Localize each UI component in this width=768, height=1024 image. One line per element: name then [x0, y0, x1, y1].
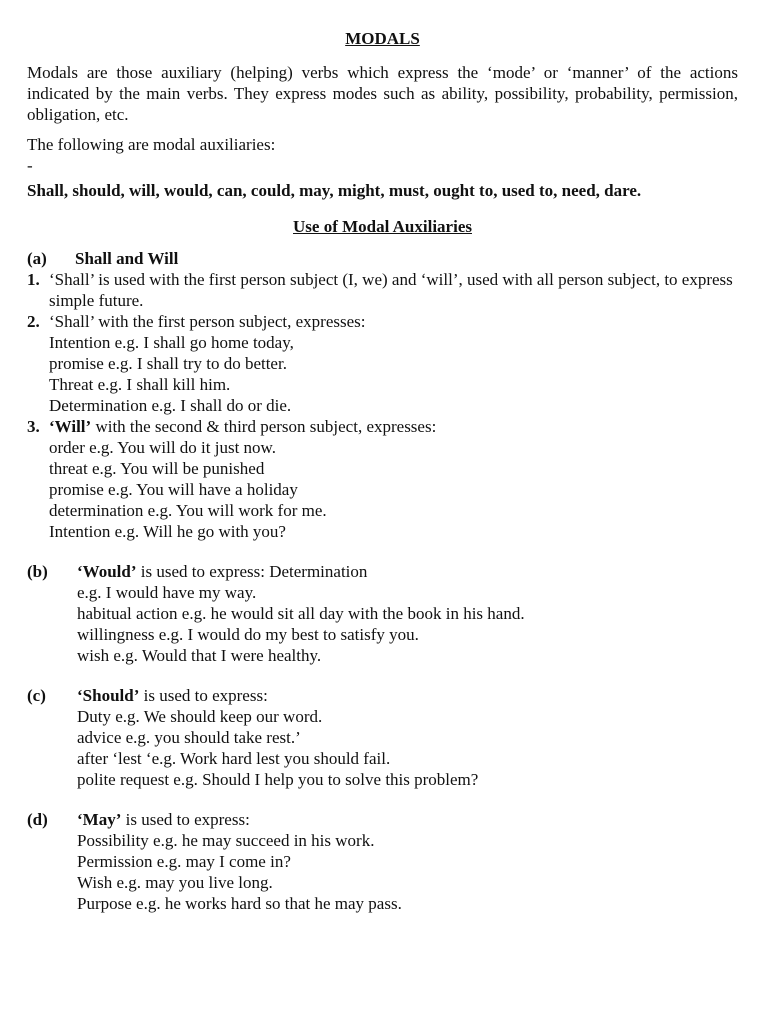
item-lead-line	[49, 416, 738, 437]
section-d-line: Permission e.g. may I come in?	[77, 852, 291, 871]
item-line: Intention e.g. Will he go with you?	[49, 522, 286, 541]
section-b-line: wish e.g. Would that I were healthy.	[77, 646, 322, 665]
section-d-line: Purpose e.g. he works hard so that he may pass.	[77, 894, 402, 913]
section-d	[27, 809, 738, 914]
item-line: promise e.g. I shall try to do better.	[49, 354, 287, 373]
section-c-lead	[77, 685, 738, 706]
section-b-lead-rest: is used to express: Determination	[136, 562, 368, 581]
section-d-line: Possibility e.g. he may succeed in his work.	[77, 831, 375, 850]
intro-paragraph: Modals are those auxiliary (helping) verbs which express the ‘mode’ or ‘manner’ of the actions indicated by the main verbs. They express modes such as ability, possibility, probability, permission, obligation, etc.	[27, 63, 738, 124]
section-c-lead-bold: ‘Should’	[77, 686, 140, 705]
item-line: determination e.g. You will work for me.	[49, 501, 327, 520]
section-b	[27, 561, 738, 666]
item-line: promise e.g. You will have a holiday	[49, 480, 298, 499]
section-d-line: Wish e.g. may you live long.	[77, 873, 273, 892]
section-b-line: willingness e.g. I would do my best to satisfy you.	[77, 625, 419, 644]
section-c-label: (c)	[27, 686, 46, 705]
item-line: ‘Shall’ with the first person subject, expresses:	[49, 312, 366, 331]
section-d-lead	[77, 809, 738, 830]
section-d-lead-rest: is used to express:	[121, 810, 250, 829]
section-c-line: advice e.g. you should take rest.’	[77, 728, 301, 747]
numbered-item-1	[27, 269, 738, 311]
page-title: MODALS	[345, 29, 420, 48]
section-c-line: after ‘lest ‘e.g. Work hard lest you should fail.	[77, 749, 391, 768]
item-line: Determination e.g. I shall do or die.	[49, 396, 292, 415]
use-heading: Use of Modal Auxiliaries	[293, 217, 472, 236]
dash-mark: -	[27, 156, 33, 175]
item-line: order e.g. You will do it just now.	[49, 438, 276, 457]
following-text: The following are modal auxiliaries:	[27, 135, 276, 154]
section-a-heading	[27, 248, 738, 269]
section-b-lead-bold: ‘Would’	[77, 562, 137, 581]
section-c-line: polite request e.g. Should I help you to solve this problem?	[77, 770, 479, 789]
item-line: ‘Shall’ is used with the first person subject (I, we) and ‘will’, used with all person subject, to express simple future.	[49, 270, 733, 310]
item-number: 2.	[27, 312, 40, 331]
section-c	[27, 685, 738, 790]
section-b-line: habitual action e.g. he would sit all day with the book in his hand.	[77, 604, 525, 623]
numbered-item-2	[27, 311, 738, 416]
item-number: 3.	[27, 417, 40, 436]
section-d-label: (d)	[27, 810, 48, 829]
item-line: Threat e.g. I shall kill him.	[49, 375, 231, 394]
section-b-line: e.g. I would have my way.	[77, 583, 257, 602]
section-c-line: Duty e.g. We should keep our word.	[77, 707, 323, 726]
section-a-label: (a)	[27, 249, 47, 268]
section-b-label: (b)	[27, 562, 48, 581]
section-b-lead	[77, 561, 738, 582]
numbered-item-3	[27, 416, 738, 542]
section-c-lead-rest: is used to express:	[139, 686, 268, 705]
item-number: 1.	[27, 270, 40, 289]
section-a-title: Shall and Will	[75, 249, 179, 268]
item-line: threat e.g. You will be punished	[49, 459, 265, 478]
modal-list: Shall, should, will, would, can, could, may, might, must, ought to, used to, need, dare.	[27, 181, 642, 200]
item-lead-bold: ‘Will’	[49, 417, 92, 436]
item-line: Intention e.g. I shall go home today,	[49, 333, 294, 352]
section-d-lead-bold: ‘May’	[77, 810, 122, 829]
item-lead-rest: with the second & third person subject, expresses:	[91, 417, 437, 436]
